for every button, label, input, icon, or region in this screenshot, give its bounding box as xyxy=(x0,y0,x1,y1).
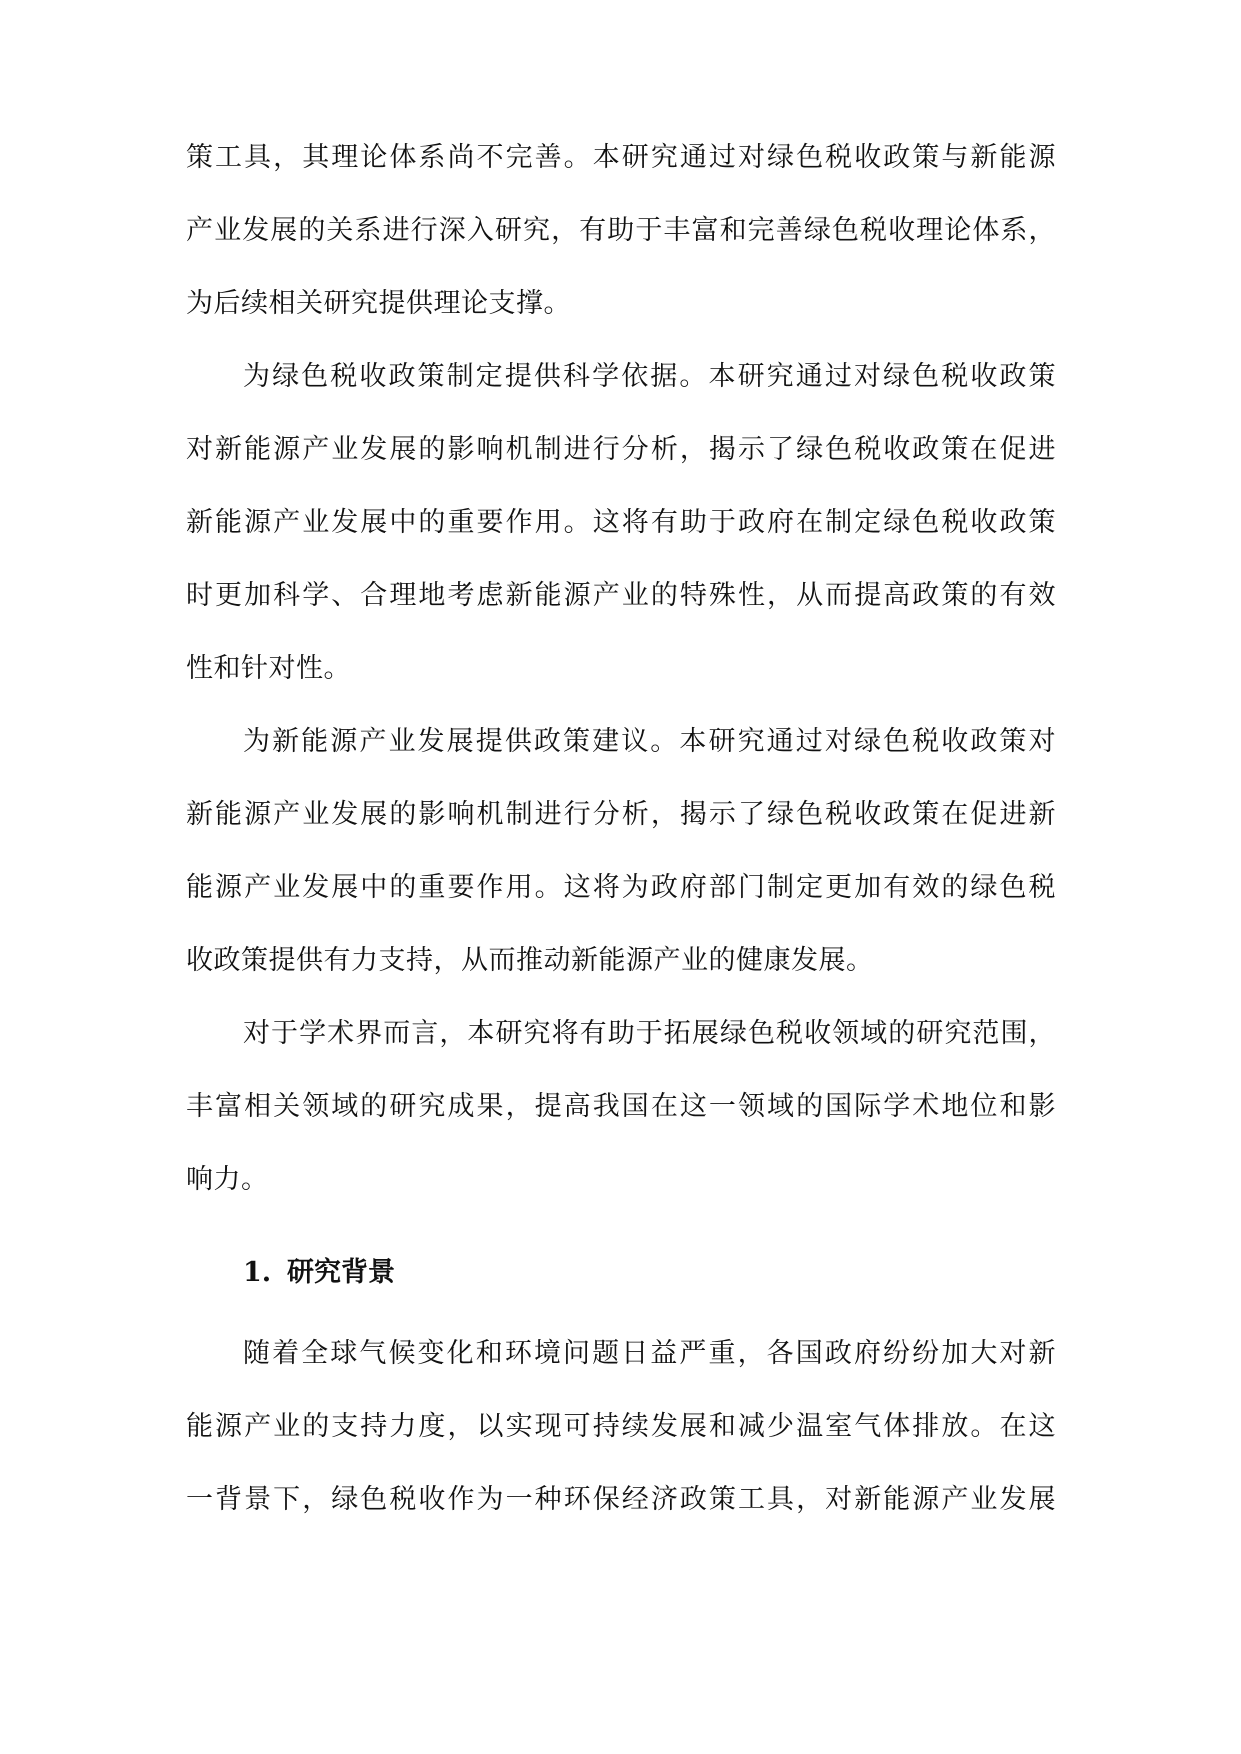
paragraph-line: 对于学术界而言，本研究将有助于拓展绿色税收领域的研究范围， xyxy=(243,1018,1056,1049)
section-title: 研究背景 xyxy=(287,1257,395,1288)
paragraph-line: 时更加科学、合理地考虑新能源产业的特殊性，从而提高政策的有效 xyxy=(186,580,1056,611)
paragraph-line: 收政策提供有力支持，从而推动新能源产业的健康发展。 xyxy=(186,945,874,976)
paragraph-line: 新能源产业发展的影响机制进行分析，揭示了绿色税收政策在促进新 xyxy=(186,799,1056,830)
paragraph-line: 随着全球气候变化和环境问题日益严重，各国政府纷纷加大对新 xyxy=(243,1338,1056,1369)
paragraph-line: 性和针对性。 xyxy=(186,653,351,684)
paragraph-line: 能源产业发展中的重要作用。这将为政府部门制定更加有效的绿色税 xyxy=(186,872,1056,903)
paragraph-line: 策工具，其理论体系尚不完善。本研究通过对绿色税收政策与新能源 xyxy=(186,142,1056,173)
paragraph-line: 为绿色税收政策制定提供科学依据。本研究通过对绿色税收政策 xyxy=(243,361,1056,392)
section-number: 1. xyxy=(243,1257,272,1288)
paragraph-line: 一背景下，绿色税收作为一种环保经济政策工具，对新能源产业发展 xyxy=(186,1484,1056,1515)
paragraph-line: 丰富相关领域的研究成果，提高我国在这一领域的国际学术地位和影 xyxy=(186,1091,1056,1122)
paragraph-line: 对新能源产业发展的影响机制进行分析，揭示了绿色税收政策在促进 xyxy=(186,434,1056,465)
paragraph-line: 为新能源产业发展提供政策建议。本研究通过对绿色税收政策对 xyxy=(243,726,1056,757)
paragraph-line: 为后续相关研究提供理论支撑。 xyxy=(186,288,571,319)
paragraph-line: 产业发展的关系进行深入研究，有助于丰富和完善绿色税收理论体系， xyxy=(186,215,1056,246)
paragraph-line: 能源产业的支持力度，以实现可持续发展和减少温室气体排放。在这 xyxy=(186,1411,1056,1442)
paragraph-line: 响力。 xyxy=(186,1164,269,1195)
paragraph-line: 新能源产业发展中的重要作用。这将有助于政府在制定绿色税收政策 xyxy=(186,507,1056,538)
section-heading xyxy=(243,1251,395,1295)
